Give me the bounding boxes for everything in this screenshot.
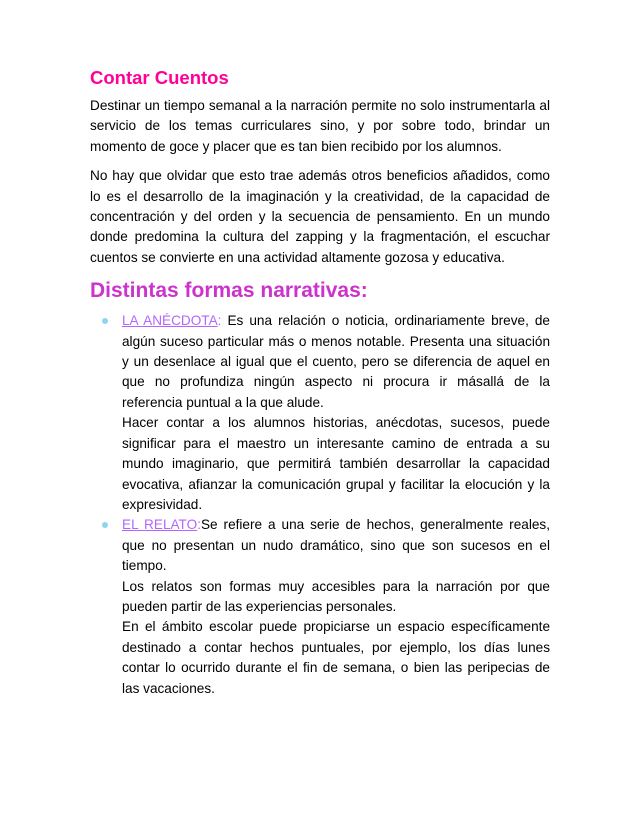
bullet-icon — [102, 318, 108, 324]
bullet-icon — [102, 522, 108, 528]
term-link[interactable]: EL RELATO — [122, 517, 198, 533]
page-title: Contar Cuentos — [90, 67, 229, 88]
document-page — [90, 66, 550, 699]
section-heading: Distintas formas narrativas: — [90, 279, 368, 303]
benefits-paragraph: No hay que olvidar que esto trae además otros beneficios añadidos, como lo es el desarrollo de la imaginación y la creatividad, de la capacidad de concentración y del orden y la secuencia de pensamiento. En un mundo donde predomina la cultura del zapping y la fragmentación, el escuchar cuentos se convierte en una actividad altamente gozosa y educativa. — [90, 168, 550, 265]
list-item-paragraph: Los relatos son formas muy accesibles para la narración por que pueden partir de las experiencias personales. — [122, 578, 550, 614]
intro-paragraph: Destinar un tiempo semanal a la narración permite no solo instrumentarla al servicio de los temas curriculares sino, y por sobre todo, brindar un momento de goce y placer que es tan bien recibido por los alumnos. — [90, 98, 550, 154]
list-item-text — [122, 515, 550, 576]
term-separator: : — [197, 517, 201, 533]
list-item-paragraph: Hacer contar a los alumnos historias, anécdotas, sucesos, puede significar para el maestro un interesante camino de entrada a su mundo imaginario, que permitirá también desarrollar la capacidad evocativa, afianzar la comunicación grupal y facilitar la elocución y la expresividad. — [122, 415, 550, 512]
term-definition: Es una relación o noticia, ordinariamente breve, de algún suceso particular más o menos notable. Presenta una situación y un desenlace al igual que el cuento, pero se diferencia de aquel en que no profundiza ningún aspecto ni procura ir másallá de la referencia puntual a la que alude. — [122, 313, 550, 410]
term-separator: : — [217, 313, 228, 329]
term-link[interactable]: LA ANÉCDOTA — [122, 313, 218, 329]
term-definition: Se refiere a una serie de hechos, generalmente reales, que no presentan un nudo dramático, sino que son sucesos en el tiempo. — [122, 517, 550, 574]
list-item-anecdota — [122, 311, 550, 515]
list-item-paragraph: En el ámbito escolar puede propiciarse un espacio específicamente destinado a contar hechos puntuales, por ejemplo, los días lunes contar lo ocurrido durante el fin de semana, o bien las peripecias de las vacaciones. — [122, 619, 550, 696]
list-item-text — [122, 311, 550, 413]
narrative-forms-list — [90, 311, 550, 699]
list-item-relato — [122, 515, 550, 699]
